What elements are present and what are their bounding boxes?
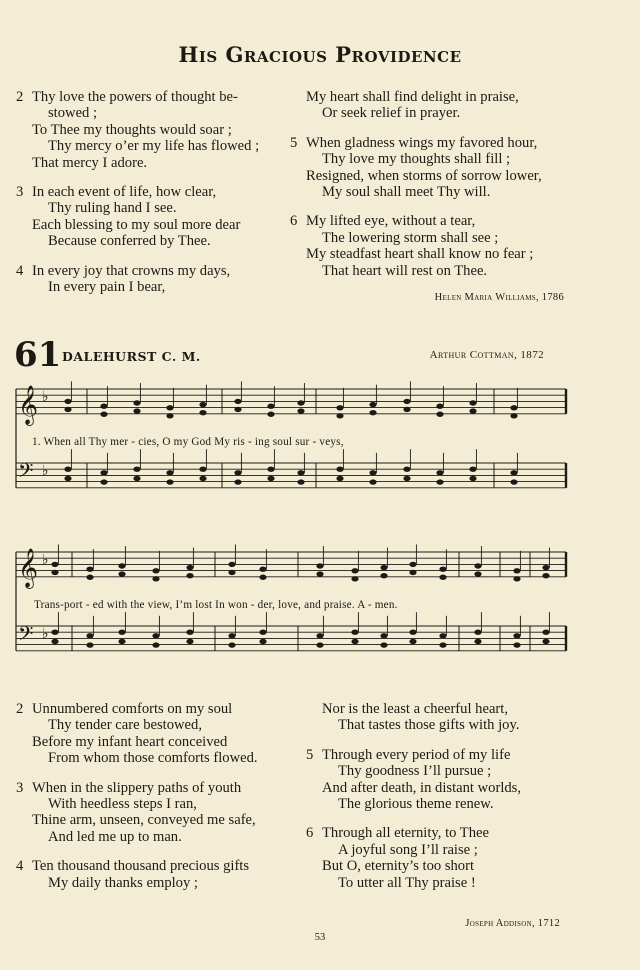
stanza-line: That tastes those gifts with joy. [338,717,520,734]
svg-text:♭: ♭ [42,463,49,479]
stanza-text: My heart shall find delight in praise, [306,89,519,105]
stanza-line: Thine arm, unseen, conveyed me safe, [32,812,256,829]
stanza-line: Thy goodness I’ll pursue ; [338,763,492,780]
stanza [290,213,630,279]
stanza-number: 4 [16,858,24,875]
stanza-number: 6 [290,213,298,230]
lyric-line-2: Trans-port - ed with the view, I’m lost In won - der, love, and praise. A - men. [34,599,398,611]
stanza-text: In each event of life, how clear, [32,184,217,201]
prev-hymn-right-column [290,89,630,292]
svg-text:𝄢: 𝄢 [18,622,34,650]
stanza [16,184,306,250]
stanza-line: From whom those comforts flowed. [48,750,258,767]
stanza-text: Through every period of my life [322,746,511,763]
stanza-line: Thy ruling hand I see. [48,200,177,217]
stanza [16,780,316,846]
stanza-number: 2 [16,89,24,105]
composer: Arthur Cottman, 1872 [429,349,544,361]
stanza-number: 5 [306,746,314,763]
stanza-line [16,184,306,200]
stanza-line: With heedless steps I ran, [48,796,197,813]
stanza-line: My daily thanks employ ; [48,874,198,891]
stanza-text: In every joy that crowns my days, [32,262,231,279]
svg-text:♭: ♭ [42,552,49,568]
stanza-text: When gladness wings my favored hour, [306,134,538,151]
stanza-text: Nor is the least a cheerful heart, [322,701,508,717]
stanza-line: Each blessing to my soul more dear [32,216,241,233]
stanza-text: Ten thousand thousand precious gifts [32,858,250,875]
stanza [290,135,630,201]
stanza-line [306,825,636,841]
stanza-number: 6 [306,825,314,842]
stanza [16,263,306,296]
stanza-line [290,213,630,229]
stanza-number: 4 [16,262,24,279]
stanza-text: When in the slippery paths of youth [32,779,242,796]
stanza-line: To Thee my thoughts would soar ; [32,121,232,138]
svg-text:♭: ♭ [42,626,49,642]
stanza [290,89,630,122]
page-title: His Gracious Providence [178,42,462,67]
stanza-line: But O, eternity’s too short [322,858,475,875]
hymn-number: 61 [14,335,62,375]
stanza [306,701,636,734]
stanza-line: Thy tender care bestowed, [48,717,202,734]
stanza-line [16,858,316,874]
stanza-number: 3 [16,184,24,201]
stanza-line: And after death, in distant worlds, [322,779,521,796]
hymn-author: Joseph Addison, 1712 [465,918,560,929]
stanza-line: Resigned, when storms of sorrow lower, [306,167,542,184]
svg-text:𝄞: 𝄞 [18,385,39,425]
stanza-line [16,780,316,796]
stanza-line: A joyful song I’ll raise ; [338,841,478,858]
stanza-line: Or seek relief in prayer. [322,105,461,122]
stanza-text: Through all eternity, to Thee [322,825,489,842]
stanza-line [290,135,630,151]
stanza-line [16,263,306,279]
stanza-line [290,89,630,105]
stanza-line: Because conferred by Thee. [48,233,211,250]
stanza-number: 5 [290,134,298,151]
stanza-number: 2 [16,701,24,717]
stanza-line: The lowering storm shall see ; [322,229,499,246]
stanza [306,825,636,891]
hymn-left-column [16,701,316,904]
stanza-line: In every pain I bear, [48,279,166,296]
stanza-line: Thy mercy o’er my life has flowed ; [48,138,260,155]
stanza-line: Before my infant heart conceived [32,733,228,750]
prev-hymn-author: Helen Maria Williams, 1786 [434,292,564,303]
stanza [16,89,306,171]
stanza-line [306,747,636,763]
svg-text:♭: ♭ [42,389,49,405]
stanza-line: My soul shall meet Thy will. [322,184,491,201]
stanza-line: Thy love my thoughts shall fill ; [322,151,511,168]
stanza [16,858,316,891]
svg-text:𝄞: 𝄞 [18,548,39,588]
stanza-line [16,701,316,717]
stanza-line [16,89,306,105]
stanza-line: That heart will rest on Thee. [322,262,488,279]
stanza-line: The glorious theme renew. [338,796,494,813]
stanza-line [306,701,636,717]
stanza-line: stowed ; [48,105,98,122]
stanza-text: My lifted eye, without a tear, [306,213,476,230]
stanza [16,701,316,767]
stanza-text: Unnumbered comforts on my soul [32,701,233,717]
hymn-right-column [306,701,636,904]
stanza [306,747,636,813]
prev-hymn-left-column [16,89,306,308]
stanza-line: That mercy I adore. [32,154,148,171]
stanza-line: My steadfast heart shall know no fear ; [306,246,534,263]
stanza-number: 3 [16,779,24,796]
stanza-line: To utter all Thy praise ! [338,874,476,891]
lyric-line-1: 1. When all Thy mer - cies, O my God My ris - ing soul sur - veys, [32,436,344,448]
svg-text:𝄢: 𝄢 [18,459,34,487]
stanza-line: And led me up to man. [48,828,182,845]
stanza-text: Thy love the powers of thought be- [32,89,238,105]
tune-name: DALEHURST C. M. [62,349,201,364]
page-number: 53 [314,932,326,943]
